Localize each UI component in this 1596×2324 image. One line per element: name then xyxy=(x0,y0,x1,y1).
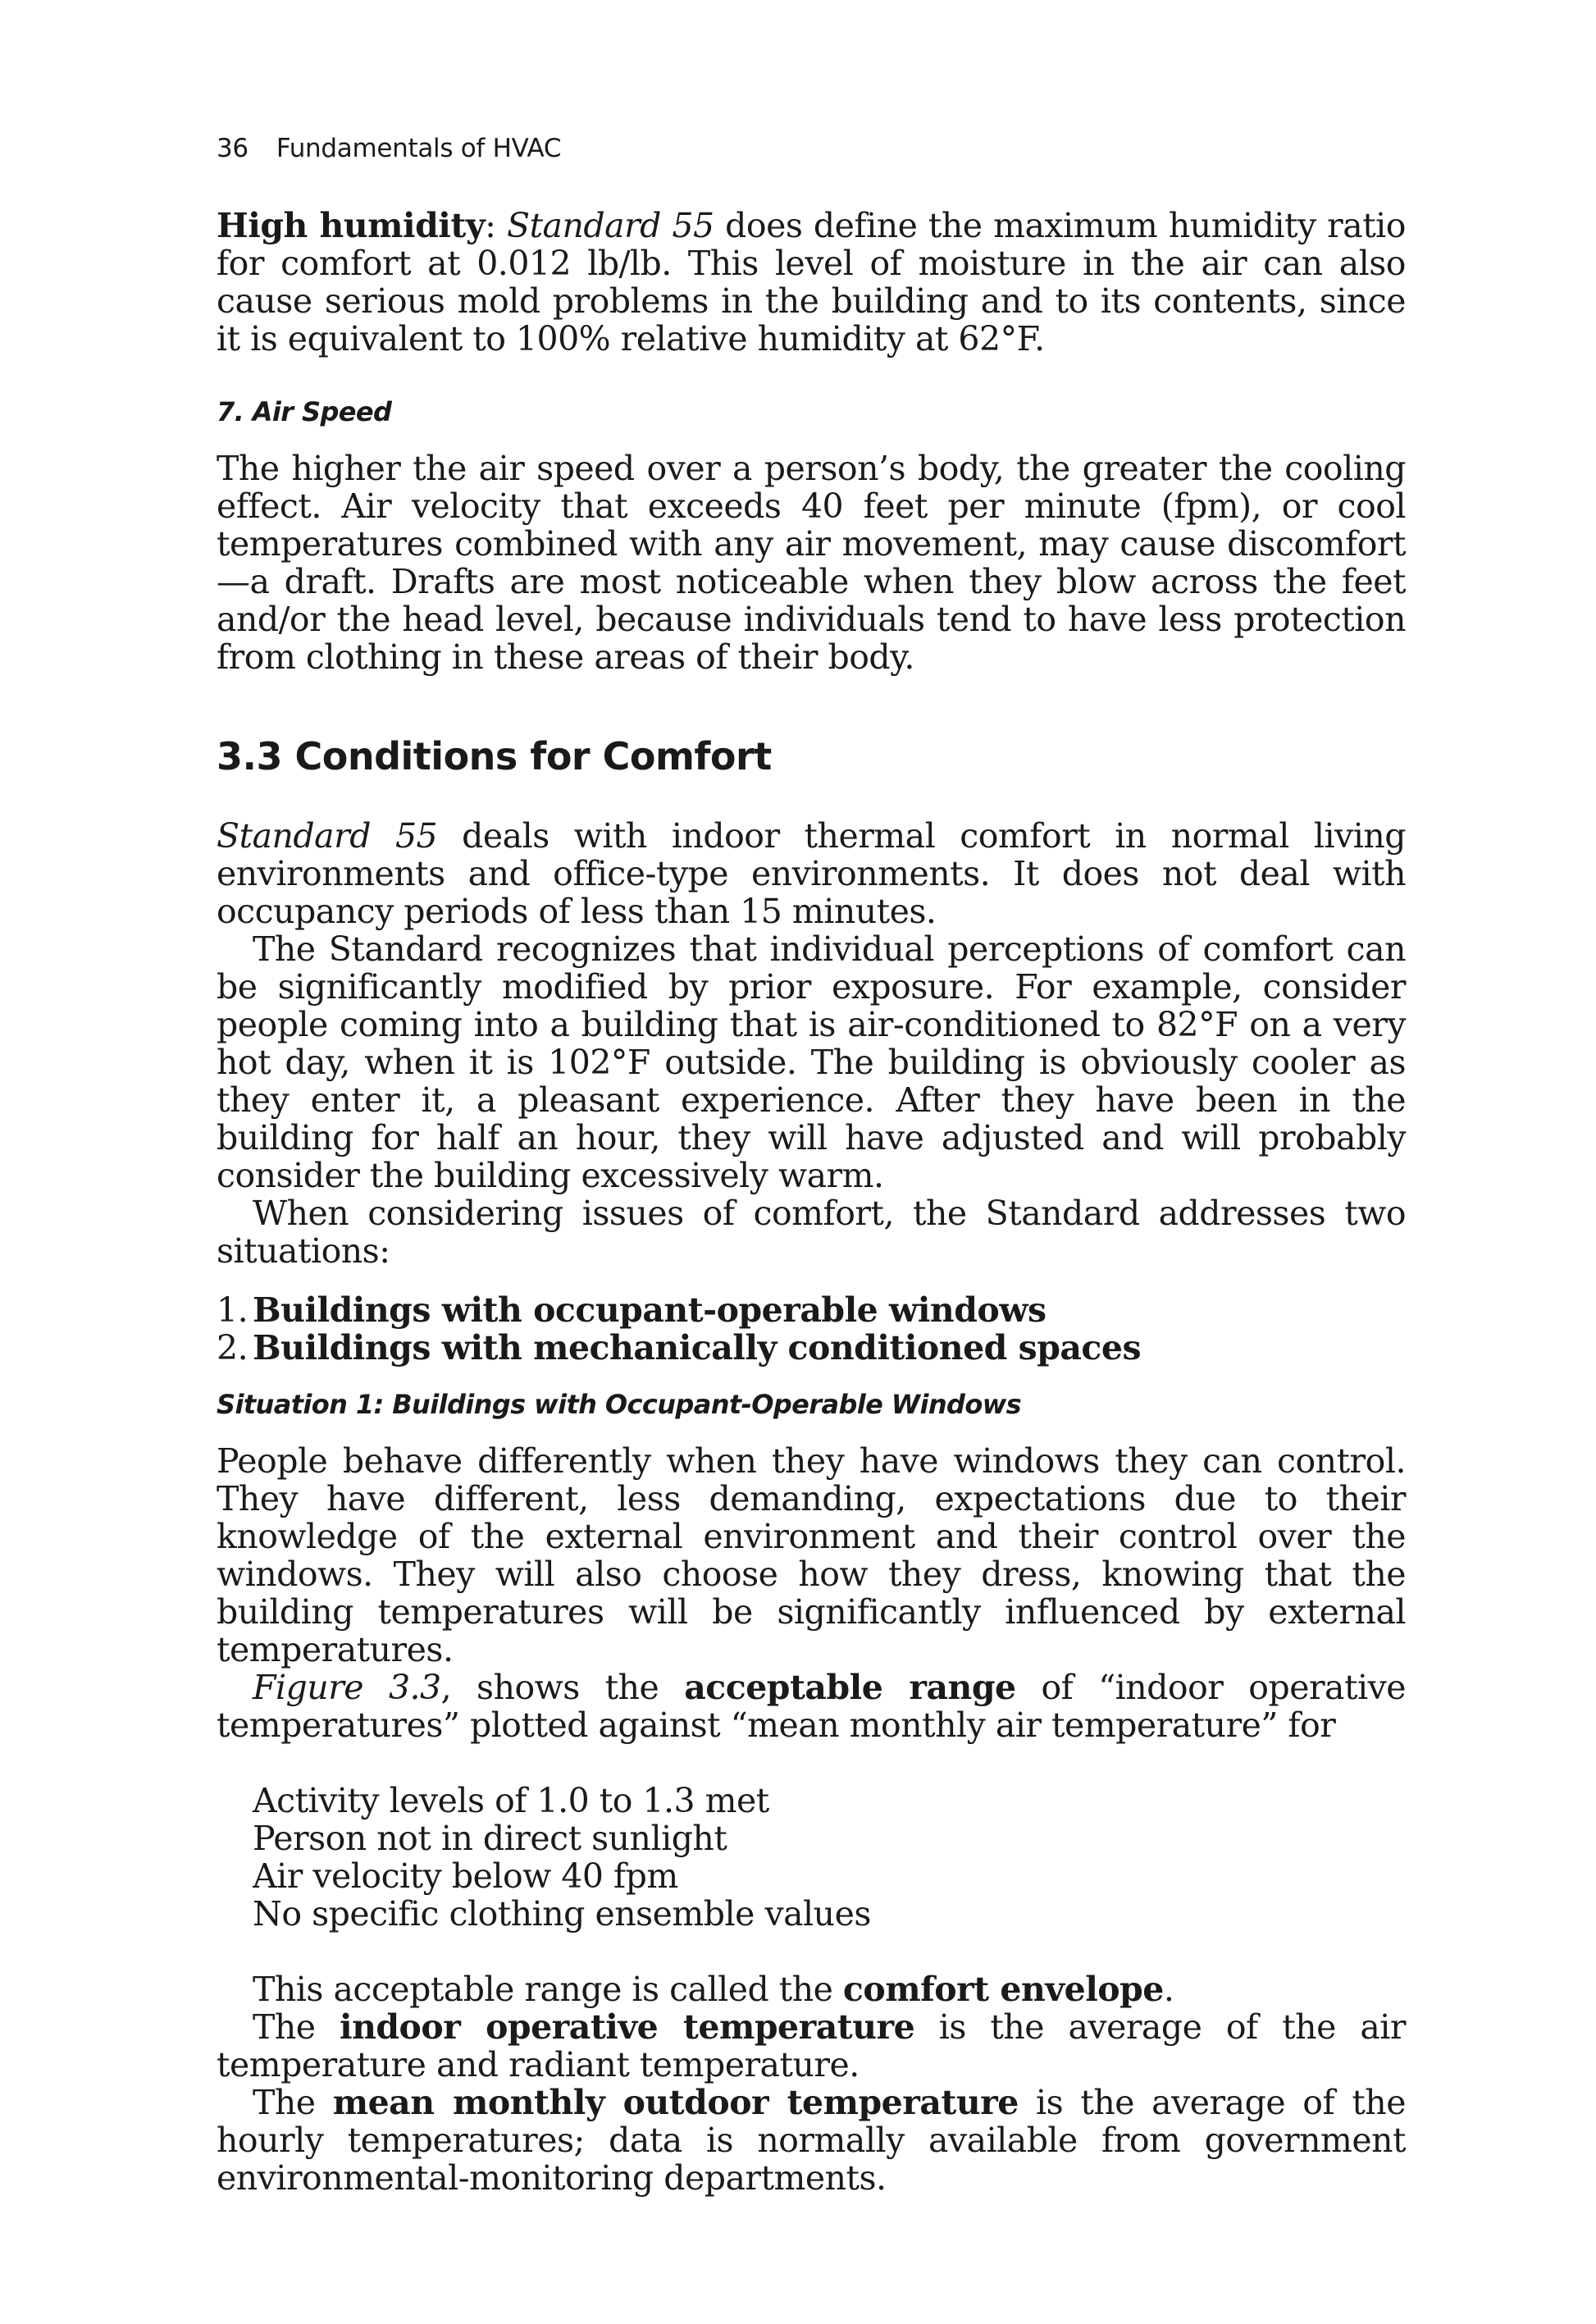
list-item: No specific clothing ensemble values xyxy=(253,1894,871,1934)
section-paragraph-1: Standard 55 deals with indoor thermal comfort in normal living environments and office-type environments. It does not deal with occupancy periods of less than 15 minutes. xyxy=(217,816,1406,931)
situations-list xyxy=(217,1291,1406,1367)
operative-temperature-paragraph: The indoor operative temperature is the average of the air temperature and radiant temperature. xyxy=(217,2007,1406,2084)
high-humidity-lead: High humidity xyxy=(217,206,486,245)
air-speed-heading: 7. Air Speed xyxy=(217,396,392,427)
situation-1-heading: Situation 1: Buildings with Occupant-Operable Windows xyxy=(217,1389,1022,1420)
section-heading: 3.3 Conditions for Comfort xyxy=(217,734,772,778)
situation-1-paragraph-2: Figure 3.3, shows the acceptable range of “indoor operative temperatures” plotted against “mean monthly air temperature” for xyxy=(217,1668,1407,1745)
list-item: Activity levels of 1.0 to 1.3 met xyxy=(253,1781,769,1820)
list-item: Person not in direct sunlight xyxy=(253,1819,727,1858)
page-body xyxy=(217,207,1406,2197)
outdoor-temperature-paragraph: The mean monthly outdoor temperature is the average of the hourly temperatures; data is normally available from government environmental-monitoring departments. xyxy=(217,2083,1406,2198)
page-number: 36 xyxy=(217,134,249,163)
standard-reference: Standard 55 xyxy=(217,816,438,856)
running-title: Fundamentals of HVAC xyxy=(276,134,562,163)
standard-reference: Standard 55 xyxy=(506,206,714,245)
section-paragraph-2: The Standard recognizes that individual perceptions of comfort can be significantly modified by prior exposure. For example, consider people coming into a building that is air-conditioned to 82°F on a very hot day, when it is 102°F outside. The building is obviously cooler as they enter it, a pleasant experience. After they have been in the building for half an hour, they will have adjusted and will probably consider the building excessively warm. xyxy=(217,929,1406,1195)
high-humidity-paragraph: High humidity: Standard 55 does define the maximum humidity ratio for comfort at 0.012 lb/lb. This level of moisture in the air can also cause serious mold problems in the building and to its contents, since it is equivalent to 100% relative humidity at 62°F. xyxy=(217,206,1406,358)
running-header xyxy=(217,134,561,163)
list-item: 2. Buildings with mechanically conditioned spaces xyxy=(217,1328,1142,1367)
comfort-envelope-paragraph: This acceptable range is called the comfort envelope. xyxy=(253,1970,1174,2009)
situation-1-paragraph-1: People behave differently when they have windows they can control. They have different, less demanding, expectations due to their knowledge of the external environment and their control over the windows. They will also choose how they dress, knowing that the building temperatures will be significantly influenced by external temperatures. xyxy=(217,1441,1406,1669)
figure-reference: Figure 3.3 xyxy=(253,1668,441,1707)
list-item: Air velocity below 40 fpm xyxy=(253,1856,678,1896)
section-paragraph-3: When considering issues of comfort, the Standard addresses two situations: xyxy=(217,1194,1406,1271)
air-speed-paragraph: The higher the air speed over a person’s body, the greater the cooling effect. Air velocity that exceeds 40 feet per minute (fpm), or cool temperatures combined with any air movement, may cause discomfort —a draft. Drafts are most noticeable when they blow across the feet and/or the head level, because individuals tend to have less protection from clothing in these areas of their body. xyxy=(217,449,1406,677)
list-item: 1. Buildings with occupant-operable windows xyxy=(217,1290,1047,1330)
conditions-list xyxy=(217,1782,1406,1933)
